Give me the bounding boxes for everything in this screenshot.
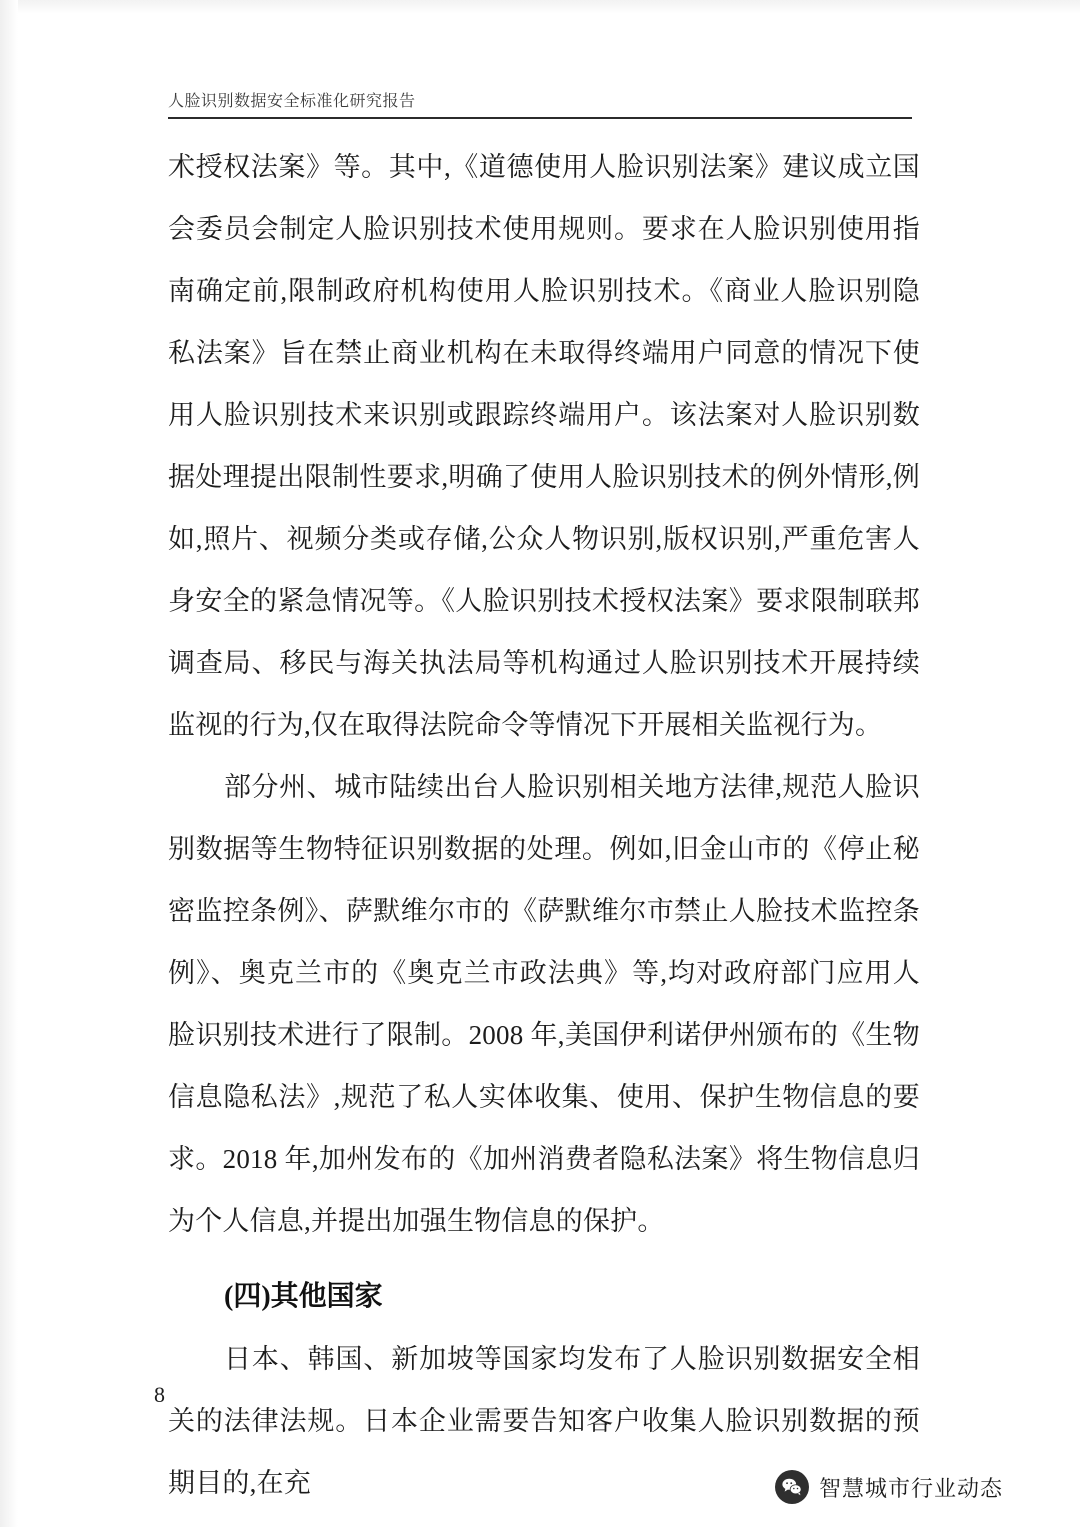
paragraph-continued: 术授权法案》等。其中,《道德使用人脸识别法案》建议成立国会委员会制定人脸识别技术使用规则。要求在人脸识别使用指南确定前,限制政府机构使用人脸识别技术。《商业人脸识别隐私法案》旨在禁止商业机构在未取得终端用户同意的情况下使用人脸识别技术来识别或跟踪终端用户。该法案对人脸识别数据处理提出限制性要求,明确了使用人脸识别技术的例外情形,例如,照片、视频分类或存储,公众人物识别,版权识别,严重危害人身安全的紧急情况等。《人脸识别技术授权法案》要求限制联邦调查局、移民与海关执法局等机构通过人脸识别技术开展持续监视的行为,仅在取得法院命令等情况下开展相关监视行为。 <box>168 152 920 740</box>
wechat-icon <box>775 1470 809 1504</box>
page-header <box>168 88 912 119</box>
wechat-footer-badge <box>775 1470 1003 1504</box>
page-number: 8 <box>154 1382 165 1407</box>
scan-edge-left <box>0 0 18 1527</box>
header-divider <box>168 117 912 119</box>
paragraph-other-countries: 日本、韩国、新加坡等国家均发布了人脸识别数据安全相关的法律法规。日本企业需要告知客户收集人脸识别数据的预期目的,在充 <box>168 1344 920 1498</box>
header-title: 人脸识别数据安全标准化研究报告 <box>168 93 416 110</box>
section-heading: (四)其他国家 <box>224 1281 383 1312</box>
page-content <box>168 136 920 1514</box>
paragraph-local-laws: 部分州、城市陆续出台人脸识别相关地方法律,规范人脸识别数据等生物特征识别数据的处理。例如,旧金山市的《停止秘密监控条例》、萨默维尔市的《萨默维尔市禁止人脸技术监控条例》、奥克兰市的《奥克兰市政法典》等,均对政府部门应用人脸识别技术进行了限制。2008 年,美国伊利诺伊州颁布的《生物信息隐私法》,规范了私人实体收集、使用、保护生物信息的要求。2018 年,加州发布的《加州消费者隐私法案》将生物信息归为个人信息,并提出加强生物信息的保护。 <box>168 772 920 1236</box>
scan-edge-top <box>0 0 1080 14</box>
wechat-account-name: 智慧城市行业动态 <box>819 1475 1004 1501</box>
